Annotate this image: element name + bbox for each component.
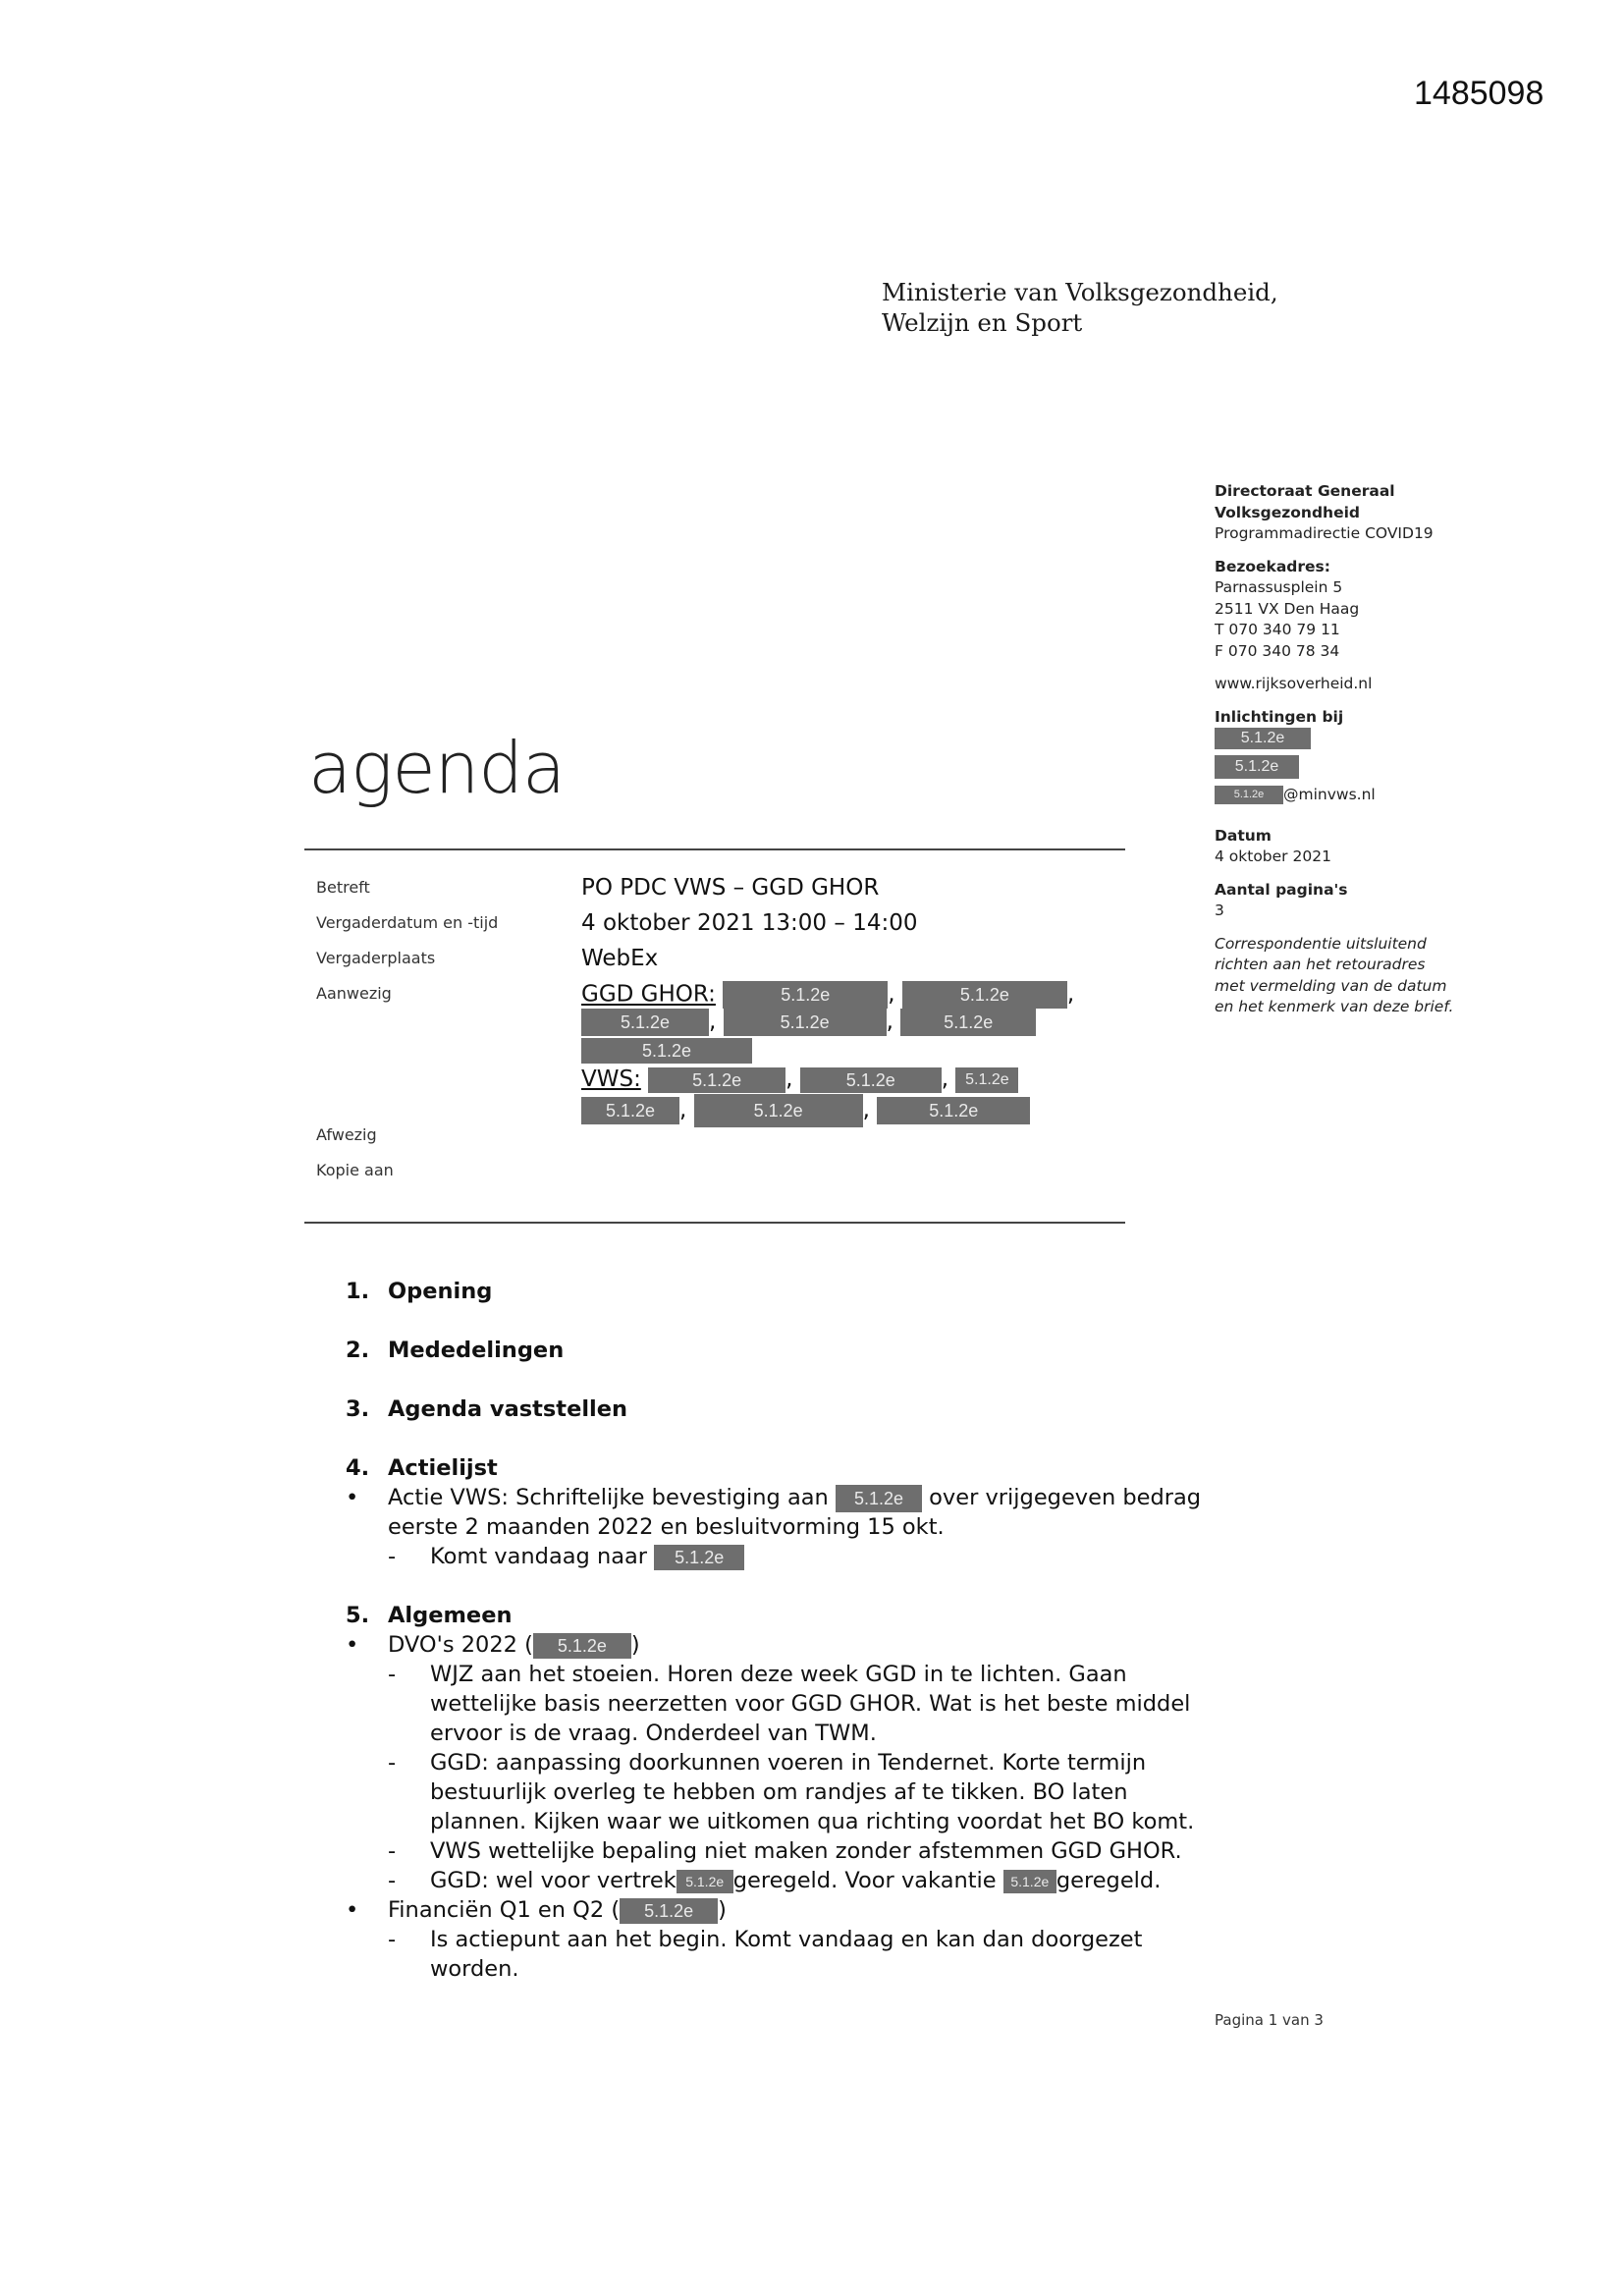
redaction-box: 5.1.2e [900, 1009, 1036, 1036]
agenda-item-2: 2. Mededelingen [346, 1338, 565, 1363]
dash-icon: - [388, 1868, 397, 1893]
email-suffix: @minvws.nl [1283, 786, 1376, 803]
bullet-icon: • [346, 1632, 359, 1658]
bullet-icon: • [346, 1897, 359, 1923]
page-title: agenda [308, 727, 566, 809]
redaction-box: 5.1.2e [677, 1870, 733, 1893]
pages-label: Aantal pagina's [1215, 880, 1348, 899]
redaction-box: 5.1.2e [648, 1067, 785, 1093]
dash-icon: - [388, 1838, 397, 1864]
info-label: Inlichtingen bij [1215, 707, 1344, 726]
copy-label: Kopie aan [316, 1161, 394, 1179]
sidebar [1215, 481, 1509, 1018]
redaction-box: 5.1.2e [620, 1898, 718, 1924]
redaction-box: 5.1.2e [581, 1097, 679, 1124]
address-line-2: 2511 VX Den Haag [1215, 599, 1360, 618]
subject-label: Betreft [316, 878, 370, 897]
separator: , [785, 1066, 793, 1092]
redaction-box: 5.1.2e [836, 1485, 922, 1512]
redaction-box: 5.1.2e [1215, 786, 1283, 804]
dash-icon: - [388, 1750, 397, 1776]
datetime-value: 4 oktober 2021 13:00 – 14:00 [581, 910, 918, 936]
agenda-item-4: 4. Actielijst [346, 1455, 498, 1481]
separator: , [679, 1097, 687, 1123]
dash-icon: - [388, 1544, 397, 1569]
divider-bottom [304, 1222, 1125, 1224]
date-value: 4 oktober 2021 [1215, 847, 1331, 865]
separator: , [888, 981, 895, 1008]
ministry-line-1: Ministerie van Volksgezondheid, [882, 278, 1278, 306]
bullet-icon: • [346, 1485, 359, 1510]
redaction-box: 5.1.2e [723, 981, 888, 1009]
date-label: Datum [1215, 826, 1272, 845]
agenda-item-3: 3. Agenda vaststellen [346, 1396, 628, 1422]
subject-value: PO PDC VWS – GGD GHOR [581, 875, 880, 901]
present-label: Aanwezig [316, 984, 392, 1003]
separator: , [1066, 981, 1075, 1008]
redaction-box: 5.1.2e [581, 1009, 709, 1036]
redaction-box: 5.1.2e [955, 1067, 1018, 1093]
list-item: • DVO's 2022 ( 5.1.2e ) [346, 1632, 640, 1658]
sidebar-org-3: Programmadirectie COVID19 [1215, 524, 1434, 542]
redaction-box: 5.1.2e [533, 1633, 631, 1659]
redaction-box: 5.1.2e [581, 1038, 752, 1064]
fax-number: F 070 340 78 34 [1215, 641, 1340, 660]
visit-label: Bezoekadres: [1215, 557, 1330, 575]
location-value: WebEx [581, 946, 659, 971]
redaction-box: 5.1.2e [694, 1094, 863, 1127]
address-line-1: Parnassusplein 5 [1215, 578, 1343, 596]
present-row-1 [581, 981, 1074, 1009]
redaction-box: 5.1.2e [654, 1545, 744, 1570]
present-row-5 [581, 1094, 1030, 1127]
present-row-4 [581, 1066, 1018, 1093]
list-subitem: - Is actiepunt aan het begin. Komt vandaag en kan dan doorgezet worden. [388, 1927, 1143, 1982]
redaction-box: 5.1.2e [800, 1067, 942, 1093]
location-label: Vergaderplaats [316, 949, 436, 967]
ministry-line-2: Welzijn en Sport [882, 308, 1083, 337]
divider-top [304, 848, 1125, 850]
present-group-vws: VWS: [581, 1066, 641, 1092]
list-subitem: - VWS wettelijke bepaling niet maken zonder afstemmen GGD GHOR. [388, 1838, 1182, 1864]
separator: , [709, 1009, 717, 1035]
list-subitem: - Komt vandaag naar 5.1.2e [346, 1542, 1229, 1571]
agenda-item-1: 1. Opening [346, 1279, 493, 1304]
pages-value: 3 [1215, 902, 1224, 919]
sidebar-org-2: Volksgezondheid [1215, 503, 1361, 521]
redaction-box: 5.1.2e [902, 981, 1067, 1009]
ministry-name [882, 277, 1278, 338]
website-link[interactable]: www.rijksoverheid.nl [1215, 675, 1373, 692]
separator: , [941, 1066, 949, 1092]
list-subitem: - GGD: aanpassing doorkunnen voeren in Tendernet. Korte termijn bestuurlijk overleg te hebben om randjes af te tikken. BO laten plannen. Kijken waar we uitkomen qua richting voordat het BO komt. [388, 1750, 1195, 1834]
redaction-box: 5.1.2e [724, 1009, 887, 1036]
list-subitem: - GGD: wel voor vertrek 5.1.2e geregeld. Voor vakantie 5.1.2e geregeld. [388, 1868, 1162, 1893]
separator: , [886, 1009, 893, 1035]
absent-label: Afwezig [316, 1125, 377, 1144]
agenda-body [346, 1277, 1229, 1984]
phone-number: T 070 340 79 11 [1215, 621, 1340, 638]
present-row-3 [581, 1037, 752, 1064]
document-id: 1485098 [1414, 75, 1544, 112]
list-item: • Financiën Q1 en Q2 ( 5.1.2e ) [346, 1897, 727, 1923]
present-row-2 [581, 1009, 1036, 1036]
list-item: • Actie VWS: Schriftelijke bevestiging aan 5.1.2e over vrijgegeven bedrag eerste 2 maanden 2022 en besluitvorming 15 okt. [346, 1485, 1202, 1540]
separator: , [862, 1097, 870, 1123]
dash-icon: - [388, 1662, 397, 1687]
redaction-box: 5.1.2e [877, 1097, 1030, 1124]
datetime-label: Vergaderdatum en -tijd [316, 913, 499, 932]
list-subitem: - WJZ aan het stoeien. Horen deze week GGD in te lichten. Gaan wettelijke basis neerzetten voor GGD GHOR. Wat is het beste middel ervoor is de vraag. Onderdeel van TWM. [388, 1662, 1191, 1746]
page-footer: Pagina 1 van 3 [1215, 2011, 1324, 2029]
dash-icon: - [388, 1927, 397, 1952]
agenda-item-5: 5. Algemeen [346, 1603, 513, 1628]
sidebar-org-1: Directoraat Generaal [1215, 482, 1395, 500]
redaction-box: 5.1.2e [1215, 755, 1299, 779]
redaction-box: 5.1.2e [1215, 728, 1311, 749]
present-group-ggd: GGD GHOR: [581, 981, 716, 1008]
redaction-box: 5.1.2e [1003, 1870, 1056, 1893]
correspondence-note: Correspondentie uitsluitend richten aan het retouradres met vermelding van de datum en het kenmerk van deze brief. [1215, 934, 1454, 1015]
